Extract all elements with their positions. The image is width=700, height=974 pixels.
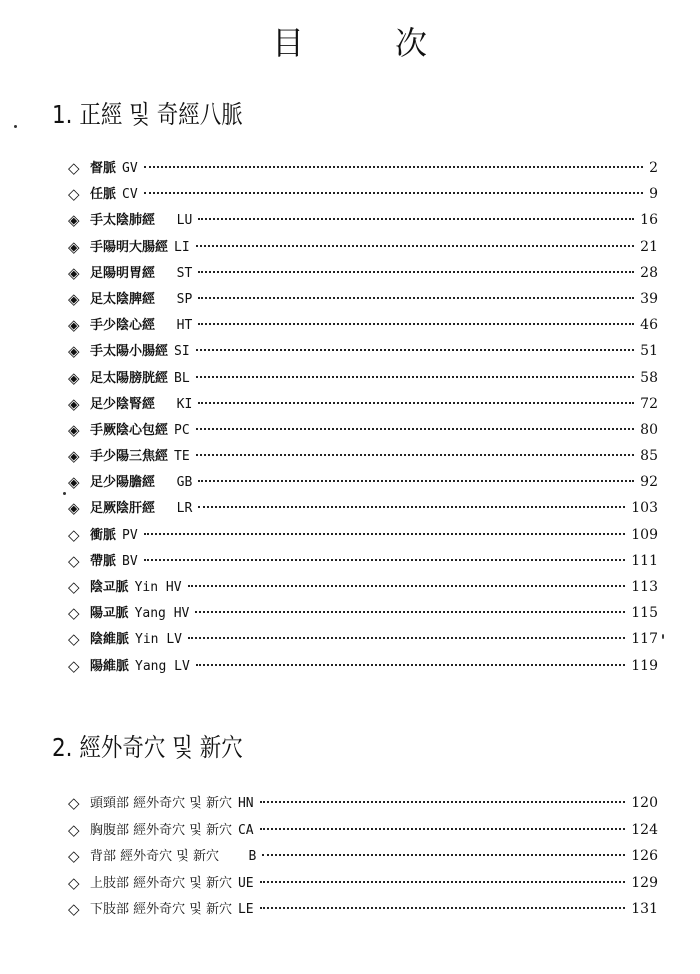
section-heading-2: 2. 經外奇穴 및 新穴 — [52, 733, 243, 762]
toc-entry[interactable] — [68, 262, 658, 288]
toc-entry-code: PV — [122, 527, 138, 543]
diamond-outline-icon: ◇ — [68, 900, 80, 918]
toc-entry-page-number: 80 — [640, 421, 658, 438]
dot-leader — [198, 402, 634, 404]
toc-entry-code: B — [224, 849, 257, 864]
toc-entry-page-number: 92 — [640, 474, 658, 491]
section-heading-1: 1. 正經 및 奇經八脈 — [52, 100, 243, 129]
toc-entry-page-number: 16 — [640, 212, 658, 229]
diamond-dot-icon: ◈ — [68, 473, 80, 492]
toc-entry[interactable] — [68, 236, 658, 262]
toc-entry-title: 足少陰腎經 — [90, 396, 156, 412]
dot-leader — [198, 480, 634, 482]
toc-entry[interactable] — [68, 845, 658, 872]
diamond-dot-icon: ◈ — [68, 420, 80, 439]
diamond-outline-icon: ◇ — [68, 551, 80, 570]
toc-list-section-1 — [68, 157, 658, 681]
toc-entry[interactable] — [68, 524, 658, 550]
toc-entry-title: 帶脈 — [90, 553, 117, 569]
dot-leader — [188, 585, 626, 587]
toc-entry-page-number: 119 — [631, 657, 658, 674]
toc-entry-title: 督脈 — [90, 161, 117, 176]
diamond-dot-icon: ◈ — [68, 316, 80, 335]
toc-entry-page-number: 72 — [640, 395, 658, 412]
toc-entry-title: 陽교脈 — [90, 606, 129, 622]
diamond-dot-icon: ◈ — [68, 368, 80, 387]
toc-entry-title: 足少陽膽經 — [90, 475, 156, 491]
toc-entry-code: HT — [161, 318, 193, 334]
dot-leader — [260, 881, 626, 883]
toc-entry-page-number: 131 — [631, 901, 658, 917]
diamond-outline-icon: ◇ — [68, 159, 80, 177]
toc-entry-page-number: 28 — [640, 264, 658, 281]
diamond-outline-icon: ◇ — [68, 185, 80, 204]
toc-entry[interactable] — [68, 288, 658, 314]
toc-entry[interactable] — [68, 497, 658, 523]
diamond-outline-icon: ◇ — [68, 794, 80, 812]
toc-entry-page-number: 51 — [640, 343, 658, 360]
toc-entry[interactable] — [68, 183, 658, 209]
toc-entry-title: 手少陽三焦經 — [90, 449, 169, 465]
toc-entry-page-number: 129 — [631, 874, 658, 891]
toc-entry-page-number: 2 — [649, 160, 658, 176]
page-title — [0, 18, 700, 64]
diamond-outline-icon: ◇ — [68, 604, 80, 623]
dot-leader — [196, 454, 635, 456]
toc-entry-title: 胸腹部 經外奇穴 및 新穴 — [90, 822, 232, 838]
toc-entry-code: GB — [161, 475, 193, 491]
toc-entry-code: CA — [237, 822, 254, 838]
toc-entry-page-number: 113 — [631, 579, 658, 595]
toc-entry-page-number: 9 — [649, 186, 658, 203]
dot-leader — [260, 828, 626, 830]
dot-leader — [196, 664, 625, 666]
toc-entry-code: Yin LV — [135, 632, 182, 648]
dot-leader — [260, 801, 626, 803]
toc-entry-title: 足太陽膀胱經 — [90, 370, 169, 386]
toc-entry-title: 陰維脈 — [90, 632, 130, 648]
toc-entry-title: 任脈 — [90, 187, 117, 203]
toc-entry-code: ST — [161, 265, 193, 281]
toc-entry-page-number: 85 — [640, 448, 658, 465]
diamond-dot-icon: ◈ — [68, 499, 80, 518]
dot-leader — [198, 218, 634, 220]
toc-entry-page-number: 124 — [631, 821, 658, 838]
toc-entry-title: 手厥陰心包經 — [90, 422, 169, 438]
toc-entry[interactable] — [68, 445, 658, 471]
toc-entry-title: 足太陰脾經 — [90, 291, 156, 307]
toc-entry-code: SI — [174, 344, 190, 360]
toc-entry-code: SP — [161, 291, 193, 307]
toc-entry[interactable] — [68, 314, 658, 340]
dot-leader — [196, 349, 635, 351]
toc-entry-code: UE — [237, 875, 254, 891]
toc-entry[interactable] — [68, 872, 658, 899]
dot-leader — [262, 854, 625, 856]
toc-entry[interactable] — [68, 792, 658, 819]
scan-speck — [662, 634, 664, 639]
diamond-outline-icon: ◇ — [68, 820, 80, 839]
toc-entry-page-number: 115 — [631, 605, 658, 622]
toc-entry[interactable] — [68, 655, 658, 681]
diamond-dot-icon: ◈ — [68, 237, 80, 256]
toc-entry[interactable] — [68, 819, 658, 846]
dot-leader — [196, 245, 635, 247]
dot-leader — [195, 611, 625, 613]
scan-speck — [63, 492, 66, 495]
diamond-dot-icon: ◈ — [68, 211, 80, 230]
diamond-outline-icon: ◇ — [68, 630, 80, 649]
diamond-dot-icon: ◈ — [68, 263, 80, 282]
dot-leader — [260, 907, 626, 909]
diamond-outline-icon: ◇ — [68, 578, 80, 596]
scan-speck — [14, 125, 17, 128]
toc-entry-title: 手陽明大腸經 — [90, 239, 169, 255]
toc-entry[interactable] — [68, 393, 658, 419]
page-title-char-2: 次 — [395, 24, 429, 62]
diamond-dot-icon: ◈ — [68, 342, 80, 361]
dot-leader — [196, 428, 635, 430]
dot-leader — [198, 297, 634, 299]
toc-entry-code: Yang LV — [135, 658, 190, 674]
toc-entry-title: 陽維脈 — [90, 658, 130, 674]
toc-entry-code: LR — [161, 501, 193, 517]
toc-entry[interactable] — [68, 419, 658, 445]
toc-entry-code: BL — [174, 370, 190, 386]
toc-entry-code: Yang HV — [134, 606, 190, 622]
toc-entry-title: 背部 經外奇穴 및 新穴 — [90, 849, 219, 864]
dot-leader — [196, 376, 635, 378]
toc-entry-page-number: 117 — [631, 631, 658, 648]
toc-entry-page-number: 111 — [631, 552, 658, 569]
toc-entry-code: KI — [161, 396, 193, 412]
toc-entry-title: 下肢部 經外奇穴 및 新穴 — [90, 902, 232, 917]
toc-list-section-2 — [68, 792, 658, 925]
toc-entry-page-number: 120 — [631, 795, 658, 811]
toc-entry[interactable] — [68, 367, 658, 393]
toc-entry-code: PC — [174, 422, 190, 438]
toc-entry-code: Yin HV — [134, 580, 182, 595]
toc-entry[interactable] — [68, 340, 658, 366]
toc-entry-page-number: 21 — [640, 238, 658, 255]
dot-leader — [144, 559, 626, 561]
diamond-outline-icon: ◇ — [68, 656, 80, 675]
diamond-dot-icon: ◈ — [68, 289, 80, 308]
toc-entry[interactable] — [68, 576, 658, 602]
toc-entry-code: LU — [161, 213, 193, 229]
toc-entry-page-number: 103 — [631, 500, 658, 517]
page-title-char-1: 目 — [271, 24, 305, 62]
toc-entry[interactable] — [68, 898, 658, 925]
diamond-outline-icon: ◇ — [68, 525, 80, 544]
toc-entry-title: 上肢部 經外奇穴 및 新穴 — [90, 875, 232, 891]
dot-leader — [144, 192, 643, 194]
toc-entry-page-number: 58 — [640, 369, 658, 386]
toc-entry-title: 足陽明胃經 — [90, 265, 156, 281]
toc-entry-page-number: 126 — [631, 848, 658, 864]
toc-entry-code: LI — [174, 239, 190, 255]
toc-entry-page-number: 109 — [631, 526, 658, 543]
toc-entry-title: 衝脈 — [90, 527, 117, 543]
toc-entry[interactable] — [68, 157, 658, 183]
toc-entry-title: 手太陰肺經 — [90, 213, 156, 229]
toc-entry[interactable] — [68, 628, 658, 654]
toc-entry-code: LE — [237, 902, 254, 917]
toc-entry-title: 手太陽小腸經 — [90, 344, 169, 360]
dot-leader — [144, 166, 643, 168]
toc-entry-code: HN — [237, 796, 254, 811]
toc-entry[interactable] — [68, 471, 658, 497]
toc-entry-title: 手少陰心經 — [90, 318, 156, 334]
dot-leader — [188, 637, 625, 639]
diamond-outline-icon: ◇ — [68, 873, 80, 892]
diamond-outline-icon: ◇ — [68, 847, 80, 865]
toc-entry-code: TE — [174, 449, 190, 465]
toc-entry[interactable] — [68, 209, 658, 235]
diamond-dot-icon: ◈ — [68, 447, 80, 466]
diamond-dot-icon: ◈ — [68, 394, 80, 413]
toc-entry-code: CV — [122, 187, 138, 203]
dot-leader — [144, 533, 626, 535]
toc-entry-title: 陰교脈 — [90, 580, 129, 595]
toc-entry-code: GV — [122, 161, 138, 176]
toc-entry-title: 頭頸部 經外奇穴 및 新穴 — [90, 796, 232, 811]
dot-leader — [198, 506, 625, 508]
toc-entry-title: 足厥陰肝經 — [90, 501, 156, 517]
dot-leader — [198, 271, 634, 273]
toc-entry[interactable] — [68, 602, 658, 628]
toc-entry-code: BV — [122, 553, 138, 569]
toc-entry-page-number: 39 — [640, 290, 658, 307]
toc-entry-page-number: 46 — [640, 317, 658, 334]
toc-entry[interactable] — [68, 550, 658, 576]
dot-leader — [198, 323, 634, 325]
